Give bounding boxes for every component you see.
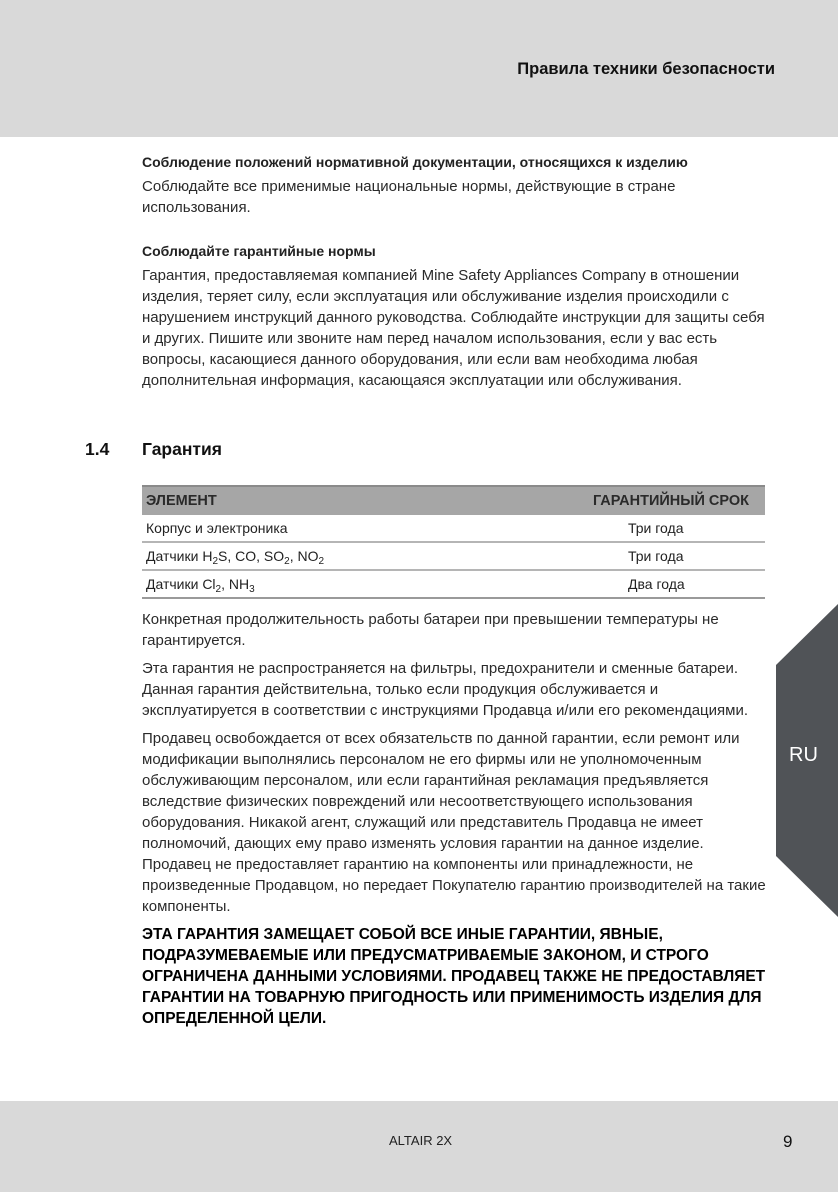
language-tab-label: RU [789,744,818,766]
table-cell-term: Три года [628,548,684,564]
page-header [0,0,838,137]
column-header-item: ЭЛЕМЕНТ [146,493,217,509]
page-number: 9 [783,1132,793,1151]
table-row [142,515,765,543]
table-header [142,485,765,515]
table-row [142,571,765,599]
footer-product-name: ALTAIR 2X [389,1133,453,1148]
intro-content [142,152,767,398]
compliance-heading: Соблюдение положений нормативной документации, относящихся к изделию [142,154,688,170]
compliance-text: Соблюдайте все применимые национальные нормы, действующие в стране использования. [142,178,676,216]
warranty-rules-heading: Соблюдайте гарантийные нормы [142,243,376,259]
page-footer [0,1101,838,1192]
table-row [142,543,765,571]
disclaimer-text: ЭТА ГАРАНТИЯ ЗАМЕЩАЕТ СОБОЙ ВСЕ ИНЫЕ ГАРАНТИИ, ЯВНЫЕ, ПОДРАЗУМЕВАЕМЫЕ ИЛИ ПРЕДУСМАТРИВАЕМЫЕ ЗАКОНОМ, И СТРОГО ОГРАНИЧЕНА ДАННЫМИ УСЛОВИЯМИ. ПРОДАВЕЦ ТАКЖЕ НЕ ПРЕДОСТАВЛЯЕТ ГАРАНТИИ НА ТОВАРНУЮ ПРИГОДНОСТЬ ИЛИ ПРИМЕНИМОСТЬ ИЗДЕЛИЯ ДЛЯ ОПРЕДЕЛЕННОЙ ЦЕЛИ. [142,926,766,1027]
table-cell-item: Датчики $H_2S$, CO, $SO_2$, $NO_2$ [146,548,325,567]
column-header-term: ГАРАНТИЙНЫЙ СРОК [592,493,749,509]
liability-paragraph: Продавец освобождается от всех обязательств по данной гарантии, если ремонт или модификации выполнялись персоналом не его фирмы или не уполномоченным обслуживающим персоналом, или если гарантийная рекламация предъявляется вследствие физических повреждений или несоответствующего использования оборудования. Никакой агент, служащий или представитель Продавца не имеет полномочий, дающих ему право изменять условия гарантии на данное изделие. Продавец не предоставляет гарантию на компоненты или принадлежности, не произведенные Продавцом, но передает Покупателю гарантию производителей на такие компоненты. [142,730,766,915]
section-number: 1.4 [85,439,110,459]
exclusions-paragraph: Эта гарантия не распространяется на фильтры, предохранители и сменные батареи. Данная гарантия действительна, только если продукция обслуживается и эксплуатируется в соответствии с инструкциями Продавца и/или его рекомендациями. [142,660,748,719]
section-title: Гарантия [142,439,222,459]
table-cell-item: Корпус и электроника [146,520,288,536]
warranty-rules-text: Гарантия, предоставляемая компанией Mine Safety Appliances Company в отношении изделия, теряет силу, если эксплуатация или обслуживание изделия происходили с нарушением инструкций данного руководства. Соблюдайте инструкции для защиты себя и других. Пишите или звоните нам перед началом использования, если у вас есть вопросы, касающиеся данного оборудования, или если вам необходима любая дополнительная информация, касающаяся эксплуатации или обслуживания. [142,267,765,389]
table-cell-term: Два года [628,576,685,592]
table-cell-term: Три года [628,520,684,536]
battery-paragraph: Конкретная продолжительность работы батареи при превышении температуры не гарантируется. [142,611,719,649]
header-title: Правила техники безопасности [517,60,775,78]
warranty-content [142,609,767,1029]
table-cell-item: Датчики $Cl_2$, $NH_3$ [146,576,255,595]
warranty-table [142,485,765,599]
section-heading [85,439,222,460]
